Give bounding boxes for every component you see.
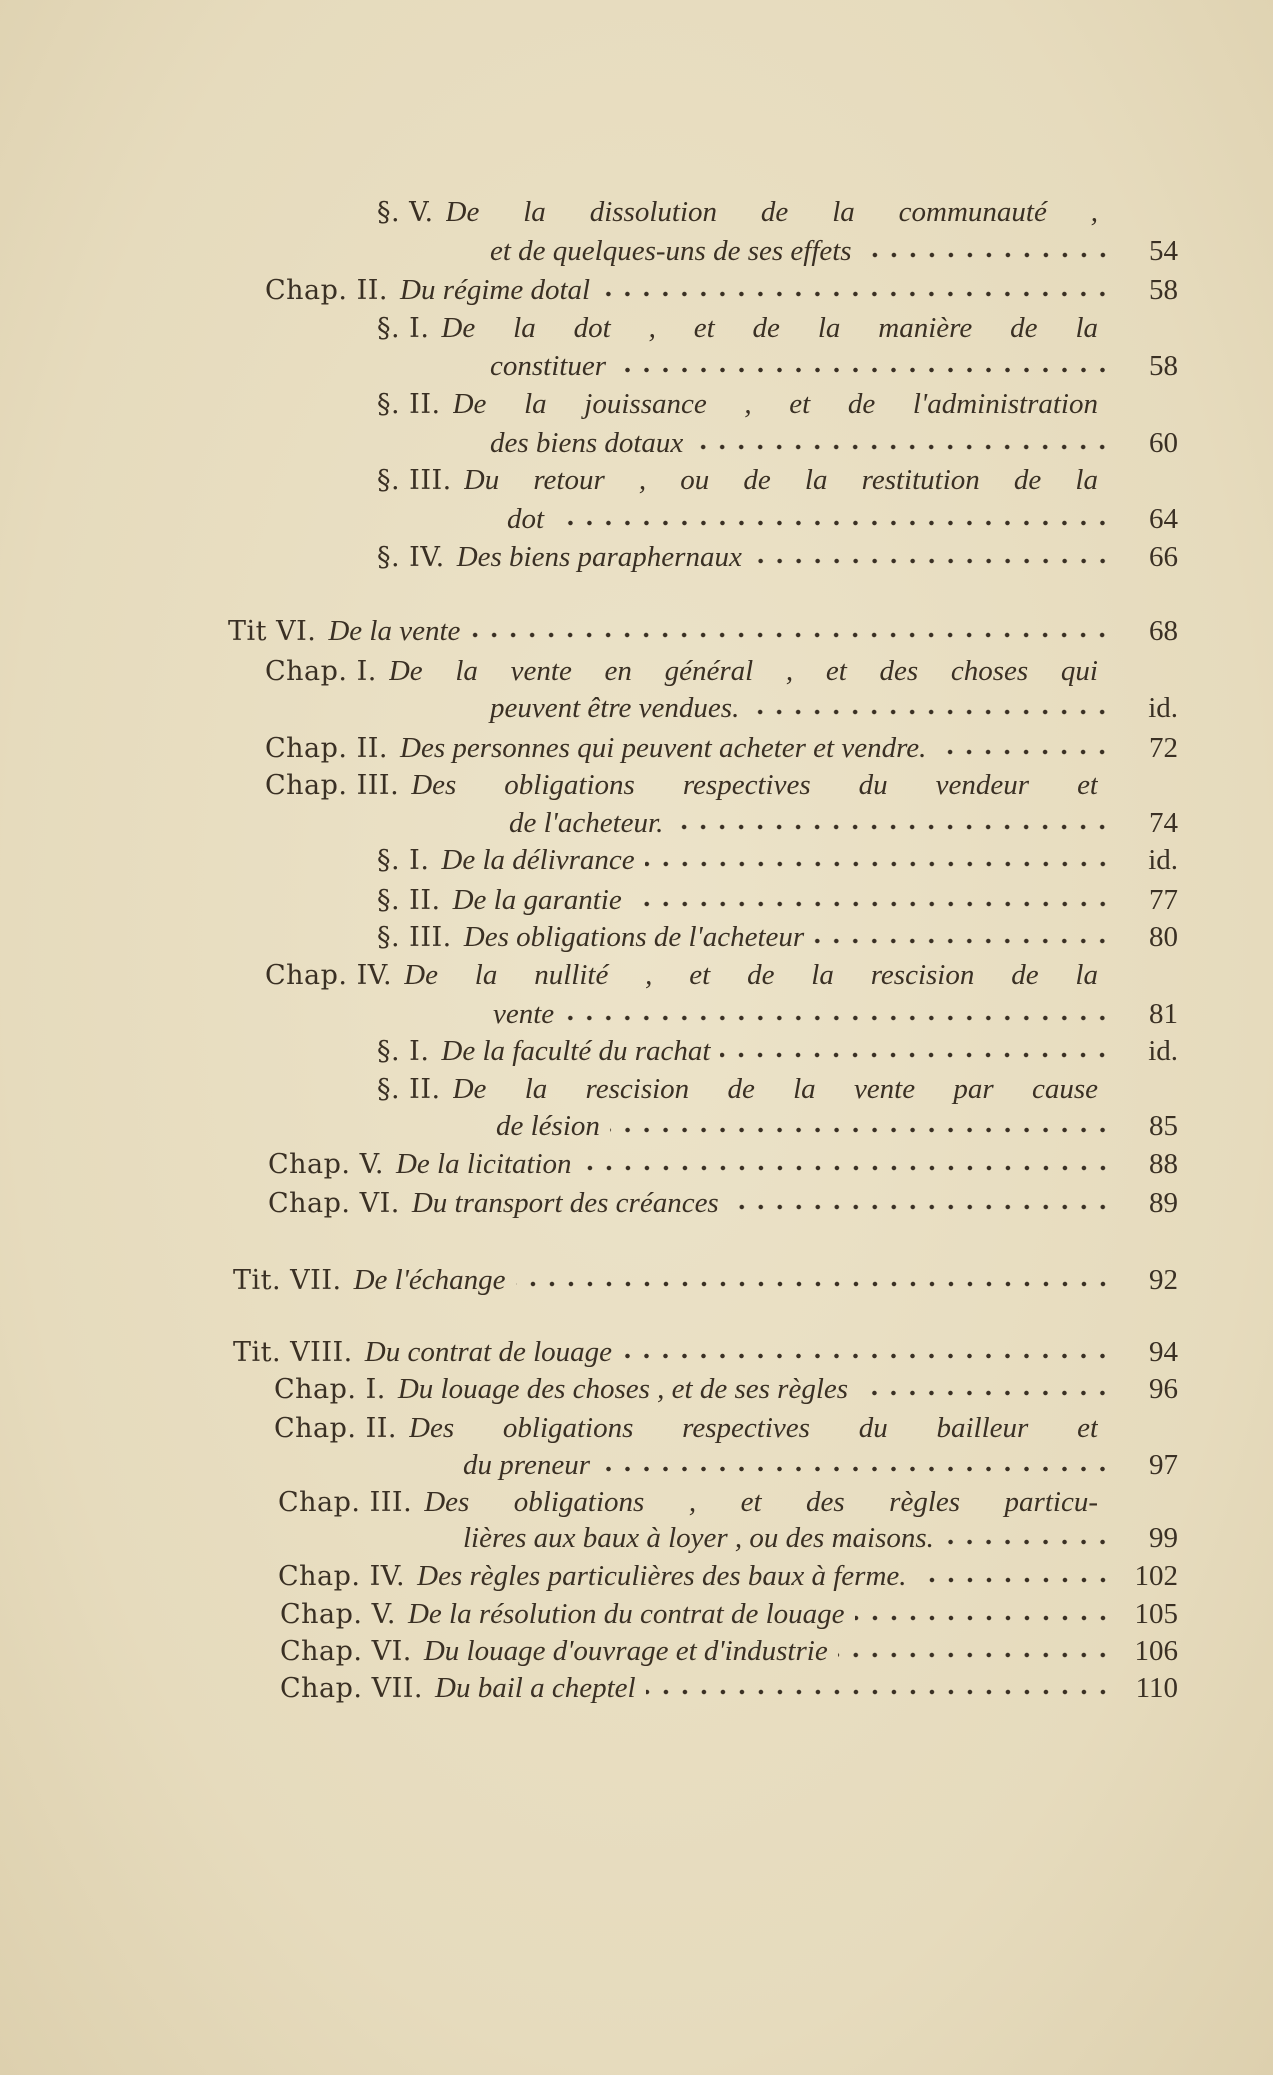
entry-label: Chap. I. xyxy=(274,1374,386,1405)
entry-title: Du bail a cheptel xyxy=(435,1672,636,1704)
entry-label: §. I. xyxy=(377,1036,430,1067)
toc-entry xyxy=(490,347,1178,385)
toc-entry xyxy=(228,612,1178,650)
page-number: 58 xyxy=(1149,274,1178,306)
toc-entry xyxy=(493,995,1178,1033)
toc-entry xyxy=(377,385,1178,423)
page-number: 60 xyxy=(1149,427,1178,459)
toc-entry xyxy=(377,881,1178,919)
page-number: 77 xyxy=(1149,884,1178,916)
toc-entry xyxy=(280,1669,1178,1707)
entry-title: De la jouissance , et de l'administration xyxy=(452,388,1098,420)
page-number: 89 xyxy=(1149,1187,1178,1219)
page-number: 68 xyxy=(1149,615,1178,647)
entry-title: du preneur xyxy=(463,1449,590,1481)
toc-entry xyxy=(265,652,1178,690)
dot-leader xyxy=(610,1125,1112,1135)
entry-title: De la rescision de la vente par cause xyxy=(452,1073,1098,1105)
dot-leader xyxy=(858,1388,1112,1398)
dot-leader xyxy=(616,365,1112,375)
dot-leader xyxy=(752,556,1112,566)
entry-label: §. III. xyxy=(377,465,452,496)
entry-title: Des personnes qui peuvent acheter et vendre. xyxy=(400,732,927,764)
entry-label: §. III. xyxy=(377,922,452,953)
page-number: 102 xyxy=(1134,1560,1178,1592)
page-number: 96 xyxy=(1149,1373,1178,1405)
entry-title: Du régime dotal xyxy=(400,274,591,306)
entry-title: De la nullité , et de la rescision de la xyxy=(404,959,1098,991)
entry-title: Du louage d'ouvrage et d'industrie xyxy=(423,1635,828,1667)
dot-leader xyxy=(693,442,1112,452)
entry-title: Des obligations respectives du bailleur et xyxy=(409,1412,1098,1444)
toc-entry xyxy=(377,1070,1178,1108)
entry-label: Chap. I. xyxy=(265,656,377,687)
entry-label: Tit. VII. xyxy=(233,1265,342,1296)
toc-entry xyxy=(377,193,1178,231)
entry-label: Chap. II. xyxy=(265,733,389,764)
entry-label: Chap. V. xyxy=(268,1149,384,1180)
toc-entry xyxy=(278,1557,1178,1595)
toc-entry xyxy=(278,1483,1178,1521)
entry-label: Tit. VIII. xyxy=(233,1337,353,1368)
page-number: 64 xyxy=(1149,503,1178,535)
entry-title: Du louage des choses , et de ses règles xyxy=(397,1373,849,1405)
entry-title: De la résolution du contrat de louage xyxy=(407,1598,845,1630)
dot-leader xyxy=(554,518,1112,528)
dot-leader xyxy=(855,1613,1112,1623)
entry-label: §. II. xyxy=(377,389,441,420)
toc-entry xyxy=(463,1519,1178,1557)
toc-entry xyxy=(507,500,1178,538)
entry-title: De la vente xyxy=(328,615,461,647)
entry-title: peuvent être vendues. xyxy=(490,692,740,724)
entry-title: Des obligations respectives du vendeur et xyxy=(411,769,1098,801)
dot-leader xyxy=(645,859,1112,869)
toc-entry xyxy=(377,461,1178,499)
entry-title: De la faculté du rachat xyxy=(441,1035,711,1067)
entry-label: Chap. V. xyxy=(280,1599,396,1630)
entry-label: Chap. II. xyxy=(265,275,389,306)
entry-title: des biens dotaux xyxy=(490,427,684,459)
page-number: 80 xyxy=(1149,921,1178,953)
toc-entry xyxy=(280,1595,1178,1633)
entry-title: Des obligations de l'acheteur xyxy=(463,921,805,953)
toc-entry xyxy=(509,804,1178,842)
entry-title: De la garantie xyxy=(452,884,622,916)
page-number: 66 xyxy=(1149,541,1178,573)
toc-entry xyxy=(268,1184,1178,1222)
page-number: 85 xyxy=(1149,1110,1178,1142)
entry-title: De la vente en général , et des choses qui xyxy=(388,655,1098,687)
page-number: 81 xyxy=(1149,998,1178,1030)
toc-entry xyxy=(490,424,1178,462)
dot-leader xyxy=(838,1650,1112,1660)
toc-entry xyxy=(274,1370,1178,1408)
entry-label: §. II. xyxy=(377,1074,441,1105)
entry-label: §. II. xyxy=(377,885,441,916)
entry-label: §. V. xyxy=(377,197,434,228)
page-number: 99 xyxy=(1149,1522,1178,1554)
entry-title: Du transport des créances xyxy=(411,1187,719,1219)
page-number: 54 xyxy=(1149,235,1178,267)
page-number: 74 xyxy=(1149,807,1178,839)
dot-leader xyxy=(749,707,1112,717)
dot-leader xyxy=(862,250,1112,260)
entry-label: Chap. IV. xyxy=(278,1561,406,1592)
toc-entry xyxy=(233,1261,1178,1299)
page-number: 92 xyxy=(1149,1264,1178,1296)
page-number: 94 xyxy=(1149,1336,1178,1368)
entry-label: Tit VI. xyxy=(228,616,317,647)
dot-leader xyxy=(622,1351,1112,1361)
dot-leader xyxy=(673,822,1112,832)
toc-entry xyxy=(265,271,1178,309)
entry-title: De la délivrance xyxy=(441,844,635,876)
entry-title: Des règles particulières des baux à ferme. xyxy=(417,1560,907,1592)
toc-entry xyxy=(377,1032,1178,1070)
entry-title: lières aux baux à loyer , ou des maisons. xyxy=(463,1522,934,1554)
page-number: 110 xyxy=(1135,1672,1178,1704)
toc-entry xyxy=(377,538,1178,576)
dot-leader xyxy=(720,1050,1112,1060)
entry-title: De la dot , et de la manière de la xyxy=(441,312,1098,344)
entry-title: De l'échange xyxy=(353,1264,506,1296)
page-number: id. xyxy=(1148,1035,1178,1067)
toc-entry xyxy=(463,1446,1178,1484)
toc-entry xyxy=(496,1107,1178,1145)
dot-leader xyxy=(470,630,1112,640)
page-number: 88 xyxy=(1149,1148,1178,1180)
entry-label: §. I. xyxy=(377,845,430,876)
page-number: 106 xyxy=(1134,1635,1178,1667)
entry-title: vente xyxy=(493,998,555,1030)
toc-entry xyxy=(265,729,1178,767)
dot-leader xyxy=(600,289,1112,299)
entry-title: Des obligations , et des règles particu- xyxy=(424,1486,1098,1518)
page-number: id. xyxy=(1148,844,1178,876)
toc-entry xyxy=(268,1145,1178,1183)
toc-entry xyxy=(233,1333,1178,1371)
dot-leader xyxy=(600,1464,1112,1474)
entry-title: de l'acheteur. xyxy=(509,807,664,839)
toc-entry xyxy=(274,1409,1178,1447)
entry-title: De la dissolution de la communauté , xyxy=(445,196,1098,228)
dot-leader xyxy=(729,1202,1112,1212)
page-number: 72 xyxy=(1149,732,1178,764)
dot-leader xyxy=(632,899,1112,909)
dot-leader xyxy=(564,1013,1112,1023)
toc-entry xyxy=(377,918,1178,956)
dot-leader xyxy=(516,1279,1112,1289)
entry-label: §. IV. xyxy=(377,542,445,573)
entry-label: Chap. VI. xyxy=(280,1636,412,1667)
entry-title: de lésion xyxy=(496,1110,600,1142)
entry-label: §. I. xyxy=(377,313,430,344)
page-number: 97 xyxy=(1149,1449,1178,1481)
entry-title: dot xyxy=(507,503,545,535)
entry-label: Chap. VI. xyxy=(268,1188,400,1219)
entry-label: Chap. IV. xyxy=(265,960,393,991)
dot-leader xyxy=(814,936,1112,946)
entry-title: constituer xyxy=(490,350,606,382)
dot-leader xyxy=(917,1575,1112,1585)
toc-entry xyxy=(265,956,1178,994)
entry-title: Des biens paraphernaux xyxy=(456,541,742,573)
entry-label: Chap. VII. xyxy=(280,1673,424,1704)
entry-title: De la licitation xyxy=(395,1148,572,1180)
dot-leader xyxy=(944,1537,1112,1547)
entry-title: Du contrat de louage xyxy=(364,1336,613,1368)
toc-entry xyxy=(490,689,1178,727)
toc-entry xyxy=(377,309,1178,347)
dot-leader xyxy=(646,1687,1112,1697)
toc-entry xyxy=(265,766,1178,804)
entry-label: Chap. II. xyxy=(274,1413,398,1444)
entry-title: Du retour , ou de la restitution de la xyxy=(463,464,1098,496)
entry-label: Chap. III. xyxy=(265,770,400,801)
toc-entry xyxy=(280,1632,1178,1670)
toc-entry xyxy=(377,841,1178,879)
page-number: 105 xyxy=(1134,1598,1178,1630)
dot-leader xyxy=(936,747,1112,757)
dot-leader xyxy=(582,1163,1112,1173)
page-number: 58 xyxy=(1149,350,1178,382)
toc-entry xyxy=(490,232,1178,270)
entry-label: Chap. III. xyxy=(278,1487,413,1518)
page-number: id. xyxy=(1148,692,1178,724)
entry-title: et de quelques-uns de ses effets xyxy=(490,235,852,267)
